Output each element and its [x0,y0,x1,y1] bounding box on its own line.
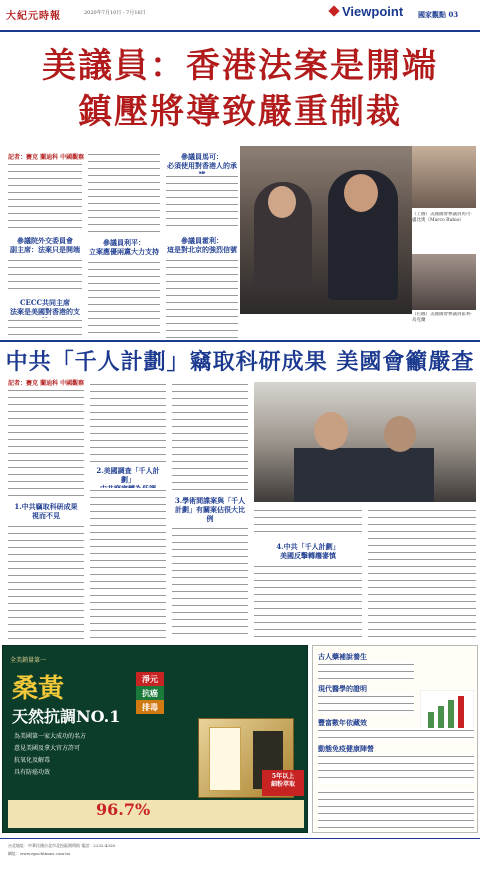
ad-bullet-2: 意見美國及拿大官方許可 [14,745,81,752]
story1-col2-text2 [88,260,160,338]
senators-photo [240,146,412,314]
sidebar-text-3 [318,728,474,740]
story1-col3-text [166,174,238,230]
face-left [314,412,348,450]
sidebar-heading-4: 動態免疫健康陣營 [318,744,374,753]
story2-col1-text2 [8,524,84,640]
story1-sub3: 參議員馬可： 必須使用對香港人的承 [167,152,237,170]
sidebar-heading-1: 古人藥補說養生 [318,652,367,661]
ad-bullet-3: 抗氧化及解毒 [14,757,51,764]
story2-col2-text [90,382,166,462]
sidebar-heading-3: 豐富數年依藏效 [318,718,367,727]
story1-col1-text3 [8,318,82,338]
inset-photo-1 [412,146,476,208]
story2-headline: 中共「千人計劃」竊取科研成果 美國會籲嚴查 [5,349,475,375]
section-rule [0,340,480,342]
story2-col3-text [172,382,248,492]
photo-caption-2: （右圖）美國國會參議員霍利·烏克蘭 [412,312,472,323]
hearing-photo [254,382,476,502]
inset-photo-2 [412,254,476,310]
story2-col4-text [254,508,362,538]
desk [294,448,434,502]
story2-byline: 記者：賽克 蘭迪科 中國觀察 [8,380,85,387]
ad-tag-2: 抗癌 [136,686,164,700]
story1-col3-text2 [166,258,238,338]
story1-col1-text2 [8,258,82,294]
main-headline-line2: 鎮壓將導致嚴重制裁 [78,92,402,132]
main-headline-line1: 美議員：香港法案是開端 [42,46,438,86]
footer-line-1: 台北地址：中華民國台北市北投區開明街 電話：2232-4328 [8,843,115,848]
sidebar-text-4 [318,754,474,784]
story1-sub4: 參議員利平： 立案應優兩黨大力支持 [89,238,159,256]
sidebar-text-1 [318,662,414,680]
story1-byline: 記者：賽克 蘭迪科 中國觀察 [8,154,85,161]
story2-col5-text [368,508,476,640]
photo-caption-1: （上圖）美國國會參議員馬可·盧比奧（Marco Rubio） [412,212,472,223]
ad-tag-3: 排毒 [136,700,164,714]
story1-col2-text [88,152,160,236]
diamond-icon [328,5,339,16]
ad-kicker: 全美銷量第一 [10,657,47,664]
story2-col1-text [8,388,84,498]
story2-sub4: 4.中共「千人計劃」 美國反擊轉趨審慎 [276,542,340,560]
story1-sub5: 參議員霍利： 這是對北京的強烈信號 [167,236,237,254]
newspaper-logo: 大紀元時報 [6,11,61,22]
ad-bullet-1: 為美國第一家大成功的名方 [14,733,87,740]
face-right [344,174,378,212]
sidebar-heading-2: 現代醫學的證明 [318,684,367,693]
face-right [384,416,416,452]
story2-sub3: 3.學術間諜案與「千人計劃」有關案佔很大比例 [174,496,246,523]
dateline: 2020年7月10日 - 7月16日 [84,10,146,16]
story2-sub2: 2.美國調查「千人計劃」 [96,466,160,484]
sidebar-chart [420,690,474,730]
product-box-front [209,727,241,791]
ad-bottom-band [8,800,304,828]
story1-sub2: CECC共同主席 法案是美國對香港的支 [10,298,80,316]
viewpoint-brand: Viewpoint [330,4,410,26]
section-label: 國家觀點 03 [418,10,459,19]
ad-badge: 5年以上 細粉萃取 [262,770,304,796]
story1-sub1: 參議院外交委員會 副主席：法案只是開端 [10,236,80,254]
ad-logo: 桑黃 [12,674,65,704]
sidebar-text-2 [318,694,414,714]
story2-col3-text2 [172,526,248,640]
sidebar-text-5 [318,790,474,830]
story2-col4-text2 [254,564,362,640]
ad-price: 96.7% [96,800,151,819]
ad-tag-1: 淨元 [136,672,164,686]
story2-sub1: 1.中共竊取科研成果 視而不見 [14,502,78,520]
story2-col2-text2 [90,488,166,640]
story1-col1-text [8,162,82,232]
footer-line-2[interactable]: 網址：www.epochtimes.com.tw [8,851,71,856]
face-left [268,186,296,218]
ad-tagline: 天然抗調NO.1 [12,707,121,726]
ad-bullet-4: 具有防癌功效 [14,769,51,776]
